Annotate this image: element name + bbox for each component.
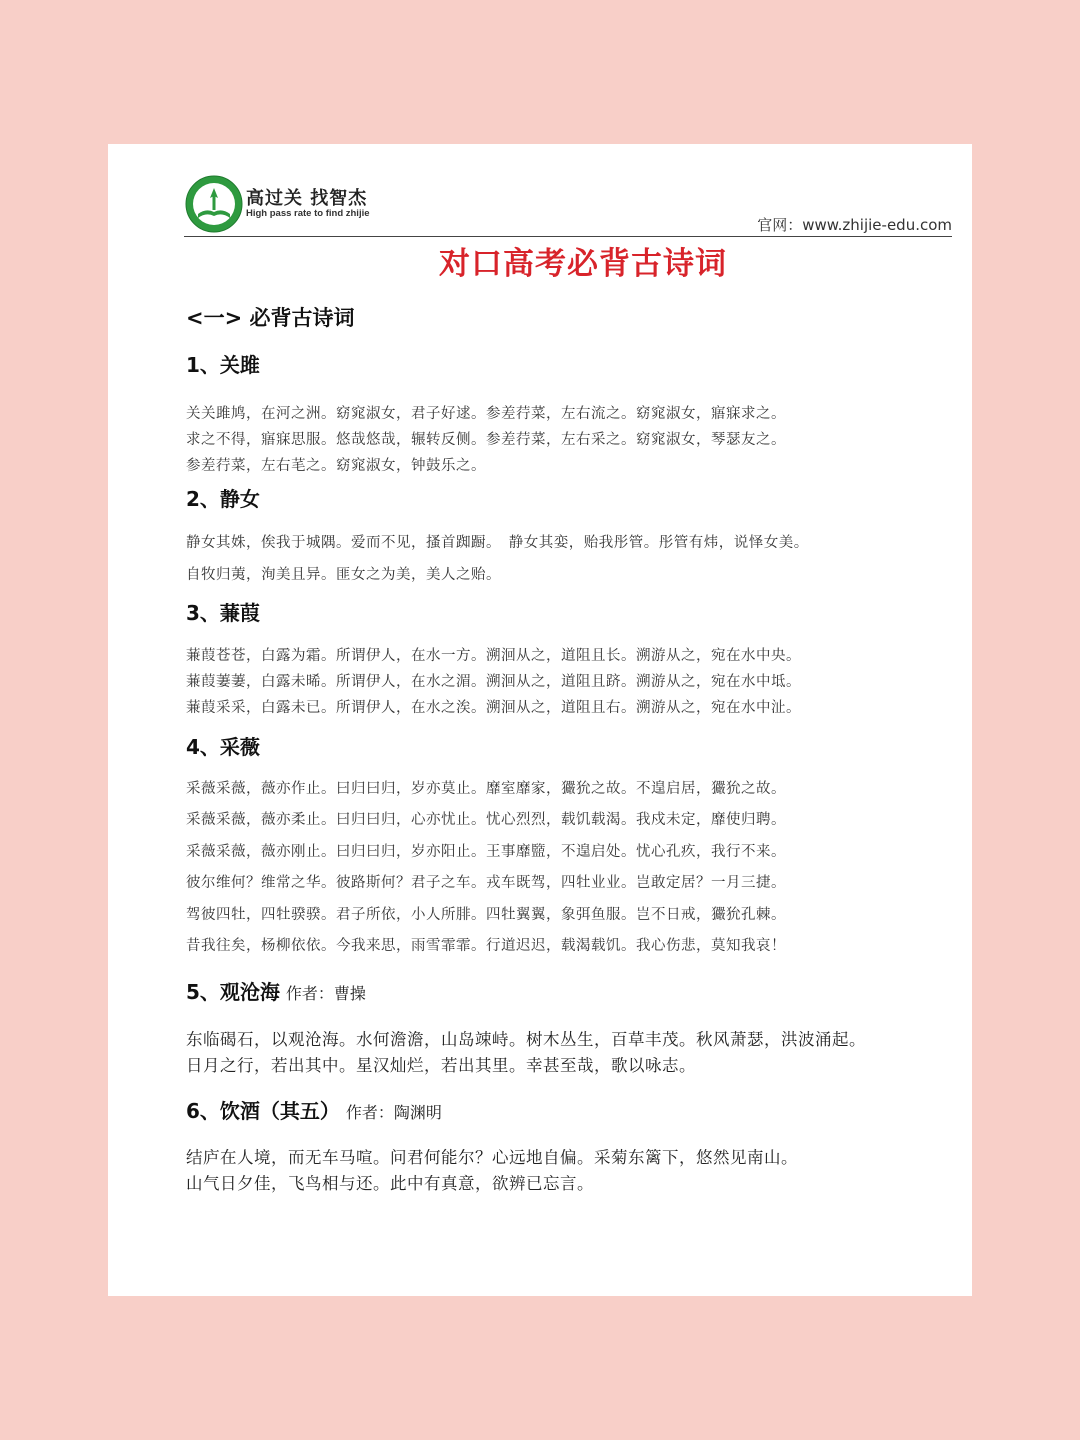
poem-line: 自牧归荑，洵美且异。匪女之为美，美人之贻。 bbox=[186, 567, 501, 583]
poem-line: 驾彼四牡，四牡骙骙。君子所依，小人所腓。四牡翼翼，象弭鱼服。岂不日戒，玁狁孔棘。 bbox=[186, 907, 786, 923]
poem-line: 静女其姝，俟我于城隅。爱而不见，搔首踟蹰。 静女其娈，贻我彤管。彤管有炜，说怿女美。 bbox=[186, 535, 809, 551]
website-url: 官网：www.zhijie-edu.com bbox=[757, 216, 952, 234]
poem-author: 作者：陶渊明 bbox=[345, 1103, 442, 1122]
brand-slogan: 高过关 找智杰 bbox=[246, 188, 368, 209]
section-heading: <一> 必背古诗词 bbox=[186, 306, 355, 330]
poem-line: 蒹葭采采，白露未已。所谓伊人，在水之涘。溯洄从之，道阻且右。溯游从之，宛在水中沚。 bbox=[186, 700, 801, 716]
poem-line: 采薇采薇，薇亦刚止。曰归曰归，岁亦阳止。王事靡盬，不遑启处。忧心孔疚，我行不来。 bbox=[186, 844, 786, 860]
poem-line: 采薇采薇，薇亦作止。曰归曰归，岁亦莫止。靡室靡家，玁狁之故。不遑启居，玁狁之故。 bbox=[186, 781, 786, 797]
poem-heading: 2、静女 bbox=[186, 487, 260, 511]
poem-line: 日月之行，若出其中。星汉灿烂，若出其里。幸甚至哉，歌以咏志。 bbox=[186, 1056, 696, 1075]
poem-line: 求之不得，寤寐思服。悠哉悠哉，辗转反侧。参差荇菜，左右采之。窈窕淑女，琴瑟友之。 bbox=[186, 432, 786, 448]
poem-line: 采薇采薇，薇亦柔止。曰归曰归，心亦忧止。忧心烈烈，载饥载渴。我戍未定，靡使归聘。 bbox=[186, 812, 786, 828]
poem-line: 蒹葭萋萋，白露未晞。所谓伊人，在水之湄。溯洄从之，道阻且跻。溯游从之，宛在水中坻。 bbox=[186, 674, 801, 690]
poem-line: 山气日夕佳，飞鸟相与还。此中有真意，欲辨已忘言。 bbox=[186, 1174, 594, 1193]
poem-line: 昔我往矣，杨柳依依。今我来思，雨雪霏霏。行道迟迟，载渴载饥。我心伤悲，莫知我哀！ bbox=[186, 938, 786, 954]
poem-heading-row bbox=[186, 976, 366, 1005]
poem-line: 彼尔维何？维常之华。彼路斯何？君子之车。戎车既驾，四牡业业。岂敢定居？一月三捷。 bbox=[186, 875, 786, 891]
poem-content bbox=[108, 144, 972, 1296]
poem-heading: 3、蒹葭 bbox=[186, 601, 260, 625]
poem-line: 关关雎鸠，在河之洲。窈窕淑女，君子好逑。参差荇菜，左右流之。窈窕淑女，寤寐求之。 bbox=[186, 406, 786, 422]
poem-heading-row bbox=[186, 1095, 442, 1124]
document-page bbox=[108, 144, 972, 1296]
poem-author: 作者：曹操 bbox=[285, 984, 366, 1003]
poem-line: 参差荇菜，左右芼之。窈窕淑女，钟鼓乐之。 bbox=[186, 458, 486, 474]
poem-heading: 1、关雎 bbox=[186, 353, 260, 377]
poem-line: 蒹葭苍苍，白露为霜。所谓伊人，在水一方。溯洄从之，道阻且长。溯游从之，宛在水中央。 bbox=[186, 648, 801, 664]
poem-line: 结庐在人境，而无车马喧。问君何能尔？心远地自偏。采菊东篱下，悠然见南山。 bbox=[186, 1148, 798, 1167]
poem-line: 东临碣石，以观沧海。水何澹澹，山岛竦峙。树木丛生，百草丰茂。秋风萧瑟，洪波涌起。 bbox=[186, 1030, 866, 1049]
poem-heading: 6、饮酒（其五） bbox=[186, 1099, 340, 1123]
poem-heading: 4、采薇 bbox=[186, 735, 260, 759]
document-title: 对口高考必背古诗词 bbox=[439, 246, 727, 282]
brand-slogan-english: High pass rate to find zhijie bbox=[246, 208, 370, 219]
poem-heading: 5、观沧海 bbox=[186, 980, 280, 1004]
